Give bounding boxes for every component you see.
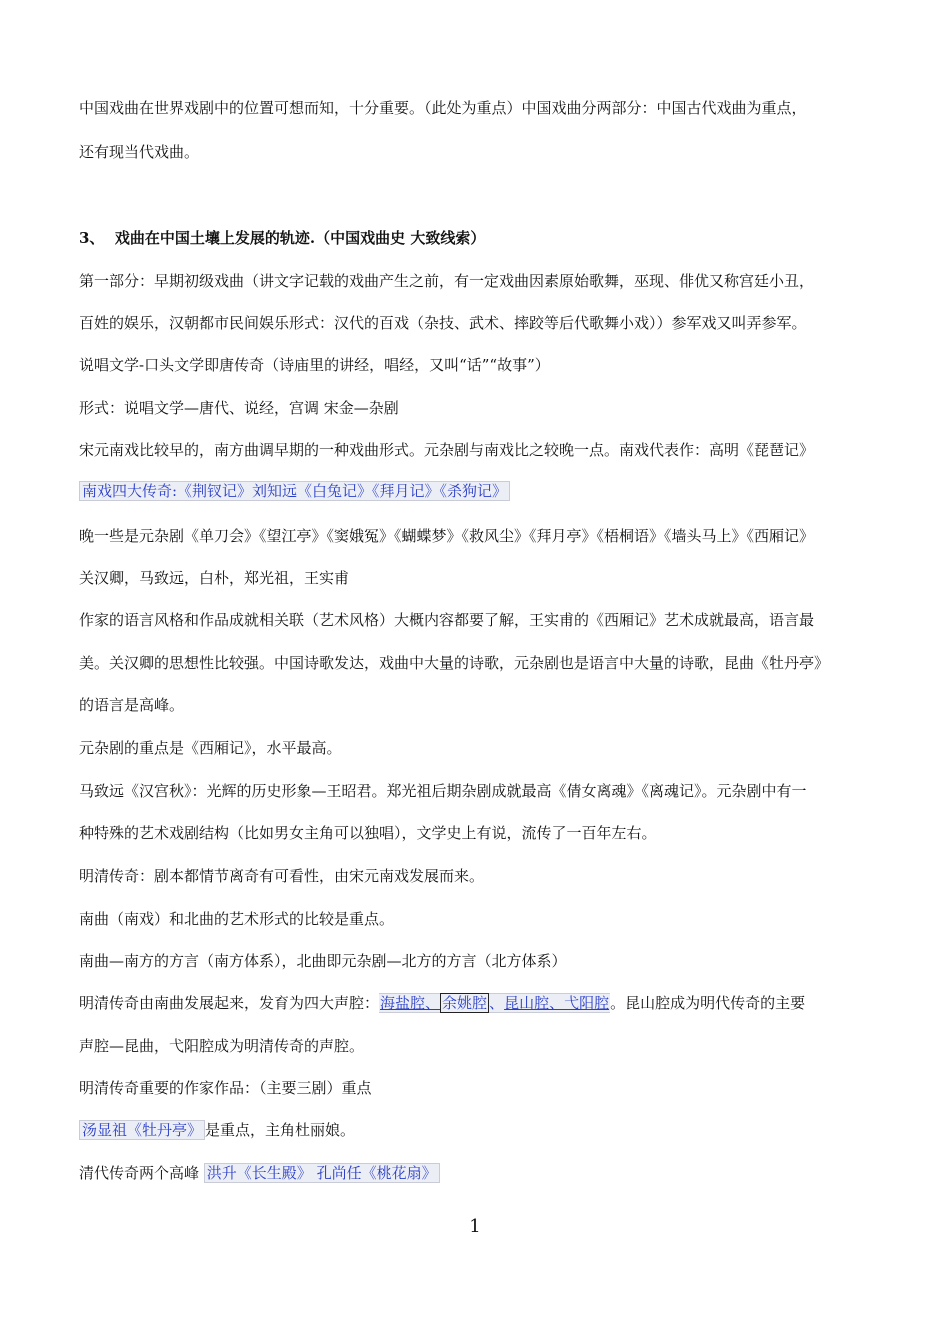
highlighted-line [79, 1163, 440, 1183]
paragraph-line: 声腔—昆曲，弋阳腔成为明清传奇的声腔。 [79, 1037, 365, 1055]
highlighted-text[interactable]: 南戏四大传奇:《荆钗记》刘知远《白兔记》《拜月记》《杀狗记》 [79, 481, 510, 501]
paragraph-line: 南曲（南戏）和北曲的艺术形式的比较是重点。 [79, 910, 395, 928]
paragraph-line: 百姓的娱乐，汉朝都市民间娱乐形式：汉代的百戏（杂技、武术、摔跤等后代歌舞小戏））参军戏又叫弄参军。 [79, 314, 807, 332]
paragraph-line: 晚一些是元杂剧《单刀会》《望江亭》《窦娥冤》《蝴蝶梦》《救风尘》《拜月亭》《梧桐语》《墙头马上》《西厢记》 [79, 527, 815, 545]
paragraph-line: 还有现当代戏曲。 [79, 143, 200, 161]
paragraph-line: 明清传奇重要的作家作品：（主要三剧）重点 [79, 1079, 372, 1097]
heading-number: 3、 [79, 229, 105, 247]
highlighted-line [79, 1120, 355, 1140]
boxed-selection-yuyao[interactable]: 余姚腔 [442, 994, 488, 1012]
line-text: 清代传奇两个高峰 [79, 1164, 200, 1182]
paragraph-line: 说唱文学-口头文学即唐传奇（诗庙里的讲经，唱经，又叫“话”“故事”） [79, 356, 550, 374]
paragraph-line: 第一部分：早期初级戏曲（讲文字记载的戏曲产生之前，有一定戏曲因素原始歌舞，巫现、俳优又称宫廷小丑， [79, 272, 815, 290]
paragraph-line: 马致远《汉宫秋》：光辉的历史形象—王昭君。郑光祖后期杂剧成就最高《倩女离魂》《离魂记》。元杂剧中有一 [79, 782, 807, 800]
heading-text: 戏曲在中国土壤上发展的轨迹.（中国戏曲史 大致线索） [114, 229, 486, 247]
highlighted-line [79, 481, 510, 501]
paragraph-line: 元杂剧的重点是《西厢记》，水平最高。 [79, 739, 342, 757]
highlighted-text[interactable]: 洪升《长生殿》 孔尚任《桃花扇》 [204, 1163, 440, 1183]
paragraph-line: 中国戏曲在世界戏剧中的位置可想而知，十分重要。（此处为重点）中国戏曲分两部分：中国古代戏曲为重点， [79, 99, 807, 117]
highlighted-text[interactable]: 汤显祖《牡丹亭》 [79, 1120, 205, 1140]
paragraph-line-with-links [79, 993, 805, 1013]
line-text: 是重点，主角杜丽娘。 [205, 1121, 356, 1139]
paragraph-line: 宋元南戏比较早的，南方曲调早期的一种戏曲形式。元杂剧与南戏比之较晚一点。南戏代表作：高明《琵琶记》 [79, 441, 815, 459]
paragraph-line: 南曲—南方的方言（南方体系），北曲即元杂剧—北方的方言（北方体系） [79, 952, 567, 970]
paragraph-line: 种特殊的艺术戏剧结构（比如男女主角可以独唱），文学史上有说，流传了一百年左右。 [79, 824, 657, 842]
line-text: 。昆山腔成为明代传奇的主要 [610, 994, 806, 1012]
paragraph-line: 作家的语言风格和作品成就相关联（艺术风格）大概内容都要了解，王实甫的《西厢记》艺术成就最高，语言最 [79, 611, 815, 629]
link-haiyan[interactable]: 海盐腔、 [380, 994, 441, 1012]
paragraph-line: 明清传奇：剧本都情节离奇有可看性，由宋元南戏发展而来。 [79, 867, 485, 885]
section-heading [79, 228, 485, 248]
highlight-run [379, 993, 610, 1013]
separator: 、 [489, 994, 505, 1012]
link-kunshan-yiyang[interactable]: 昆山腔、弋阳腔 [504, 994, 610, 1012]
paragraph-line: 的语言是高峰。 [79, 696, 185, 714]
paragraph-line: 关汉卿，马致远，白朴，郑光祖，王实甫 [79, 569, 350, 587]
paragraph-line: 形式：说唱文学—唐代、说经，宫调 宋金—杂剧 [79, 399, 399, 417]
page-number: 1 [469, 1216, 481, 1237]
paragraph-line: 美。关汉卿的思想性比较强。中国诗歌发达，戏曲中大量的诗歌，元杂剧也是语言中大量的诗歌，昆曲《牡丹亭》 [79, 654, 830, 672]
line-text: 明清传奇由南曲发展起来，发育为四大声腔： [79, 994, 380, 1012]
